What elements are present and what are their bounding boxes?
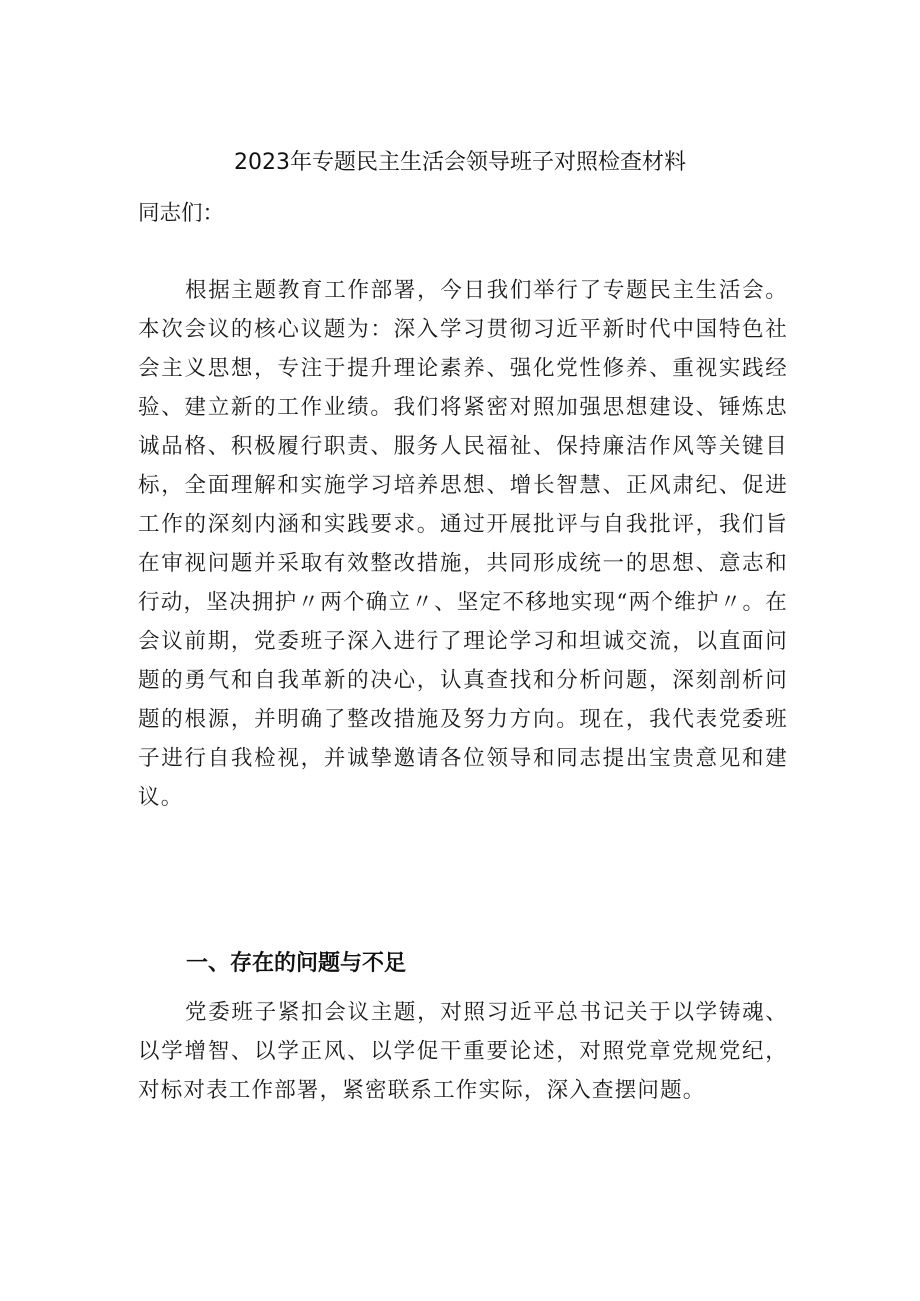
paragraph-problems: 党委班子紧扣会议主题，对照习近平总书记关于以学铸魂、以学增智、以学正风、以学促干重要论述，对照党章党规党纪，对标对表工作部署，紧密联系工作实际，深入查摆问题。 [138,1000,788,1103]
paragraph-intro: 根据主题教育工作部署，今日我们举行了专题民主生活会。本次会议的核心议题为：深入学习贯彻习近平新时代中国特色社会主义思想，专注于提升理论素养、强化党性修养、重视实践经验、建立新的工作业绩。我们将紧密对照加强思想建设、锤炼忠诚品格、积极履行职责、服务人民福祉、保持廉洁作风等关键目标，全面理解和实施学习培养思想、增长智慧、正风肃纪、促进工作的深刻内涵和实践要求。通过开展批评与自我批评，我们旨在审视问题并采取有效整改措施，共同形成统一的思想、意志和行动，坚决拥护〃两个确立〃、坚定不移地实现“两个维护〃。在会议前期，党委班子深入进行了理论学习和坦诚交流，以直面问题的勇气和自我革新的决心，认真查找和分析问题，深刻剖析问题的根源，并明确了整改措施及努力方向。现在，我代表党委班子进行自我检视，并诚挚邀请各位领导和同志提出宝贵意见和建议。 [138,278,788,810]
salutation: 同志们： [138,201,225,226]
section-heading-problems: 一、存在的问题与不足 [186,951,407,976]
document-title: 2023年专题民主生活会领导班子对照检查材料 [234,150,686,175]
